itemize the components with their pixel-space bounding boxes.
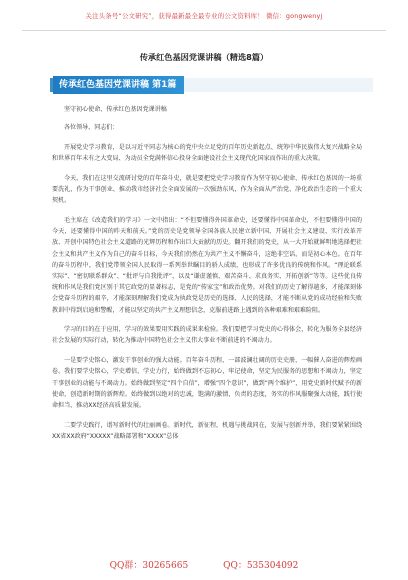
document-body	[52, 104, 362, 451]
body-paragraph: 开展党史学习教育，是以习近平同志为核心的党中央立足党的百年历史新起点、统筹中华民族伟大复兴战略全局和世界百年未有之大变局、为动员全党满怀信心投身全面建设社会主义现代化国家而作出的重大决策。	[52, 143, 362, 163]
section-heading-label: 传承红色基因党课讲稿 第1篇	[53, 76, 184, 94]
body-paragraph: 今天，我们在这里交流研讨党的百年奋斗史，就是要把党史学习教育作为坚守初心使命、传承红色基因的一场重要洗礼，作为干事创业、推动我市经济社会全面发展的一次强劲东风，作为全面从严治党、净化政治生态的一个重大契机。	[52, 174, 362, 205]
salutation: 各位领导、同志们：	[64, 124, 119, 132]
promo-banner: 关注头条号“公文研究”，获得最新最全最专业的公文资料库！ 微信：gongwenyj	[22, 0, 386, 31]
footer-qq-group: QQ群：30265665	[109, 561, 189, 571]
footer-contact	[0, 558, 408, 571]
speech-title: 坚守初心使命、传承红色基因党课讲稿	[64, 106, 167, 113]
body-paragraph: 毛主席在《改造我们的学习》一文中指出：“不但要懂得外国革命史，还要懂得中国革命史，不但要懂得中国的今天，还要懂得中国的昨天和前天。”党的历史是党领导全国各族人民建立新中国、开展社会主义建设、实行改革开放、开创中国特色社会主义道路的光辉历程和作出巨大贡献的历史。翻开我们的党史，从一大开始就鲜明地选择把社会主义和共产主义作为自己的奋斗目标，今天我们仍然在为共产主义不懈奋斗，这绝非空话，而是初心本色。在百年的奋斗历程中，我们党带领全国人民取得一系列举世瞩目的骄人成绩，也形成了许多优良的传统和作风。“理论联系实际”、“密切联系群众”、“批评与自我批评”、以及“谦虚谨慎、艰苦奋斗、求真务实、开拓创新”等等。这些优良传统和作风是我们党区别于其它政党的显著标志，是党的“传家宝”和政治优势。对我们的历史了解得越多，才能深刻体会党奋斗历程的艰辛，才能深刻理解我们党成为执政党是历史的选择、人民的选择，才能不断从党的成功经验和失败教训中得到启迪和警醒，才能以坚定的共产主义理想信念，克服前进路上遇到的各种艰难和艰难险阻。	[52, 216, 362, 314]
footer-qq: QQ：535304092	[223, 561, 299, 571]
body-paragraph: 一是要学史铭心，激发干事创业的强大动能。百年奋斗历程，一部波澜壮阔的历史史册，一幅催人奋进的辉煌画卷。我们要学史铭心，学史增信，学史力行，始终做到不忘初心，牢记使命，坚定为民服务的思想和不竭动力，坚定干事创业的动能与不竭动力。始终做到坚定“四个自信”，增强“四个意识”，做到“两个维护”，用党史新时代赋予的新使命，创造新时期的新辉煌。始终做到以绝对的忠诚，饱满的激情，负责的态度，务实的作风服聚强大动能，践行使命担当，推动XX经济高质量发展。	[52, 357, 362, 409]
body-paragraph: 学习的目的在于应用，学习的效果要用实践的成果来检验。我们要把学习党史的心得体会，转化为服务全县经济社会发展的实际行动，转化为推动中国特色社会主义伟大事业不断前进的不竭动力。	[52, 326, 362, 345]
section-heading-bar	[50, 78, 373, 92]
body-paragraph: 二要学史践行，谱写新时代的壮丽画卷。新时代，新征程，机遇与挑战同在，发展与创新并举，我们要紧紧围绕XX省XX政府“XXXXX”战略部署和“XXXX”总体	[52, 421, 362, 440]
document-title: 传承红色基因党课讲稿（精选8篇）	[139, 52, 269, 62]
